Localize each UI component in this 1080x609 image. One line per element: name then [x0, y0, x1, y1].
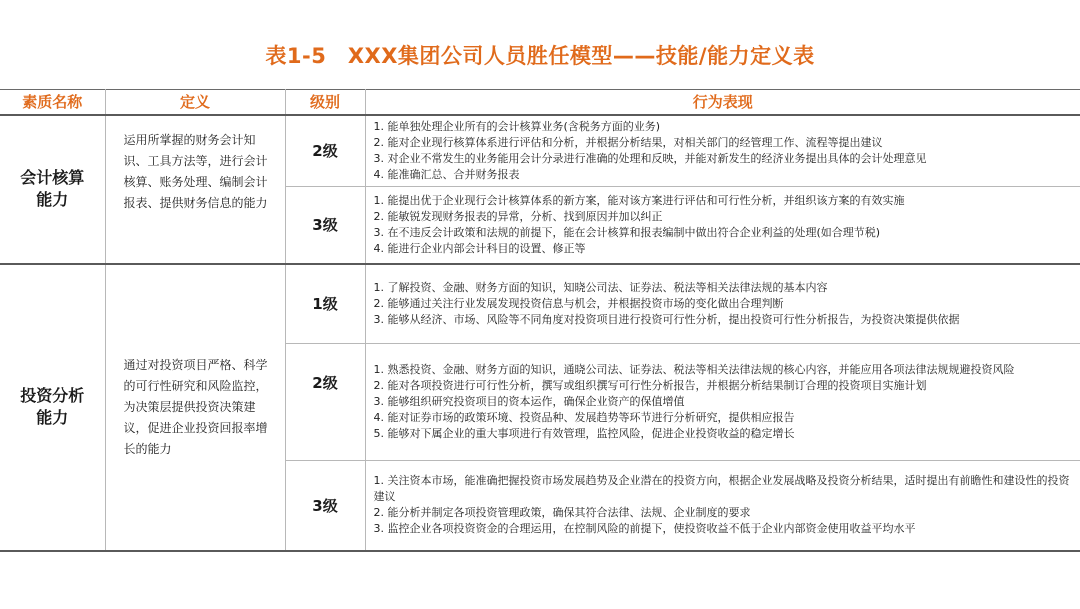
behavior-item: 3. 能够组织研究投资项目的资本运作，确保企业资产的保值增值 [373, 395, 685, 408]
level-cell: 3级 [285, 187, 365, 264]
header-level: 级别 [285, 90, 365, 115]
behavior-item: 2. 能对各项投资进行可行性分析，撰写或组织撰写可行性分析报告，并根据分析结果制订合理的投资项目实施计划 [373, 379, 927, 392]
header-definition: 定义 [105, 90, 285, 115]
competency-name-line: 投资分析 [20, 386, 85, 405]
behavior-cell [365, 461, 1080, 551]
behavior-cell [365, 115, 1080, 187]
competency-name-line: 会计核算 [20, 168, 85, 187]
level-cell: 1级 [285, 264, 365, 344]
header-behavior: 行为表现 [365, 90, 1080, 115]
behavior-item: 3. 监控企业各项投资资金的合理运用，在控制风险的前提下，使投资收益不低于企业内部资金使用收益平均水平 [373, 522, 916, 536]
behavior-item: 2. 能敏锐发现财务报表的异常，分析、找到原因并加以纠正 [373, 209, 663, 223]
behavior-cell [365, 344, 1080, 461]
header-name: 素质名称 [0, 90, 105, 115]
behavior-item: 2. 能对企业现行核算体系进行评估和分析，并根据分析结果，对相关部门的经管理工作、流程等提出建议 [373, 135, 883, 149]
behavior-cell [365, 264, 1080, 344]
behavior-item: 3. 对企业不常发生的业务能用会计分录进行准确的处理和反映，并能对新发生的经济业务提出具体的会计处理意见 [373, 151, 927, 165]
table-row [0, 115, 1080, 187]
header-row [0, 90, 1080, 115]
level-cell: 2级 [285, 115, 365, 187]
behavior-item: 2. 能分析并制定各项投资管理政策，确保其符合法律、法规、企业制度的要求 [373, 506, 751, 520]
behavior-item: 1. 能单独处理企业所有的会计核算业务(含税务方面的业务) [373, 119, 661, 133]
behavior-item: 4. 能准确汇总、合并财务报表 [373, 167, 520, 181]
competency-definition-accounting: 运用所掌握的财务会计知识、工具方法等，进行会计核算、账务处理、编制会计报表、提供财务信息的能力 [105, 115, 285, 264]
competency-name-line: 能力 [36, 190, 69, 209]
behavior-cell [365, 187, 1080, 264]
table-row [0, 264, 1080, 344]
behavior-item: 1. 了解投资、金融、财务方面的知识，知晓公司法、证券法、税法等相关法律法规的基本内容 [373, 280, 828, 294]
level-cell: 2级 [285, 344, 365, 461]
competency-name-line: 能力 [36, 408, 69, 427]
competency-definition-investment: 通过对投资项目严格、科学的可行性研究和风险监控，为决策层提供投资决策建议，促进企业投资回报率增长的能力 [105, 264, 285, 551]
competency-name-accounting [0, 115, 105, 264]
level-cell: 3级 [285, 461, 365, 551]
behavior-item: 4. 能进行企业内部会计科目的设置、修正等 [373, 241, 586, 255]
table-title: 表1-5 XXX集团公司人员胜任模型——技能/能力定义表 [265, 44, 815, 68]
behavior-item: 1. 熟悉投资、金融、财务方面的知识，通晓公司法、证券法、税法等相关法律法规的核心内容，并能应用各项法律法规规避投资风险 [373, 363, 1015, 376]
behavior-item: 3. 能够从经济、市场、风险等不同角度对投资项目进行投资可行性分析，提出投资可行性分析报告，为投资决策提供依据 [373, 312, 960, 326]
behavior-item: 2. 能够通过关注行业发展发现投资信息与机会，并根据投资市场的变化做出合理判断 [373, 296, 784, 310]
behavior-item: 5. 能够对下属企业的重大事项进行有效管理，监控风险，促进企业投资收益的稳定增长 [373, 427, 795, 440]
behavior-item: 1. 能提出优于企业现行会计核算体系的新方案，能对该方案进行评估和可行性分析，并组织该方案的有效实施 [373, 193, 905, 207]
behavior-item: 4. 能对证券市场的政策环境、投资品种、发展趋势等环节进行分析研究，提供相应报告 [373, 411, 795, 424]
competency-name-investment [0, 264, 105, 551]
behavior-item: 1. 关注资本市场，能准确把握投资市场发展趋势及企业潜在的投资方向，根据企业发展战略及投资分析结果，适时提出有前瞻性和建设性的投资建议 [373, 474, 1070, 504]
competency-table [0, 89, 1080, 552]
behavior-item: 3. 在不违反会计政策和法规的前提下，能在会计核算和报表编制中做出符合企业利益的处理(如合理节税) [373, 225, 881, 239]
